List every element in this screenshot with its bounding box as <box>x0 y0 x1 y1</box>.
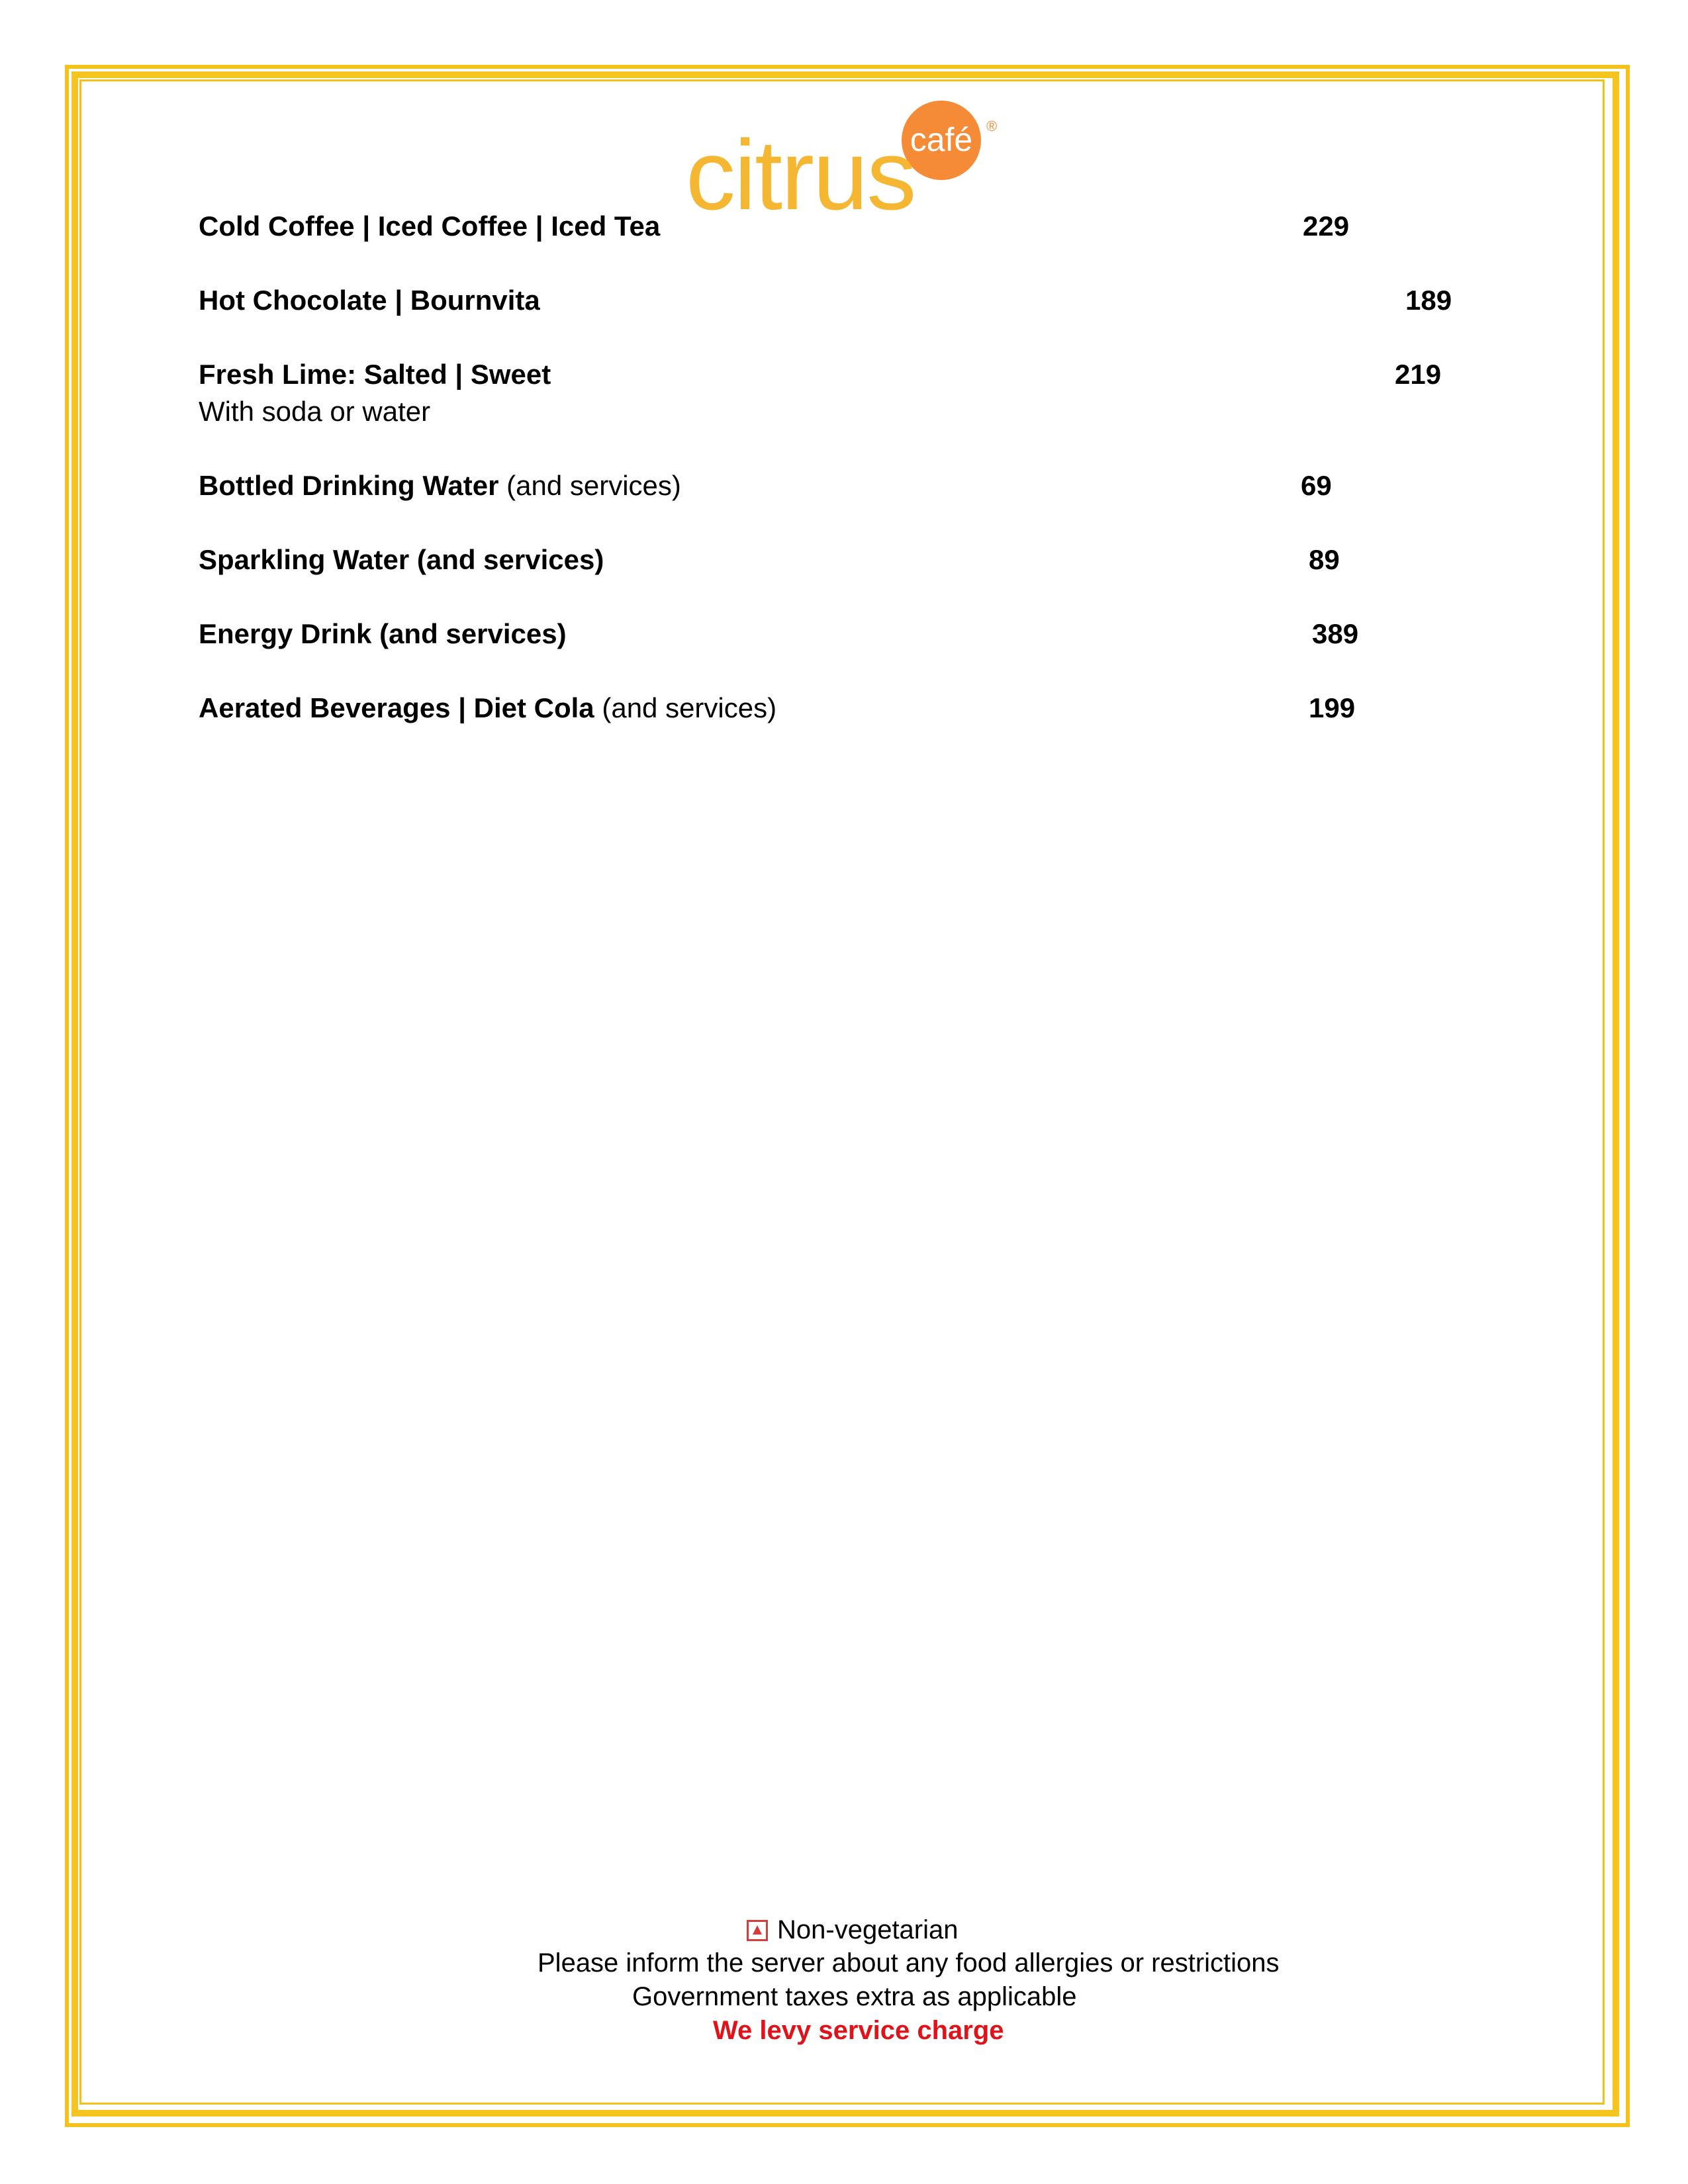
menu-item <box>199 466 1456 506</box>
menu-item-price: 189 <box>1405 285 1452 316</box>
allergy-notice: Please inform the server about any food allergies or restrictions <box>538 1948 1280 1978</box>
menu-item-price: 199 <box>1309 692 1356 723</box>
nonveg-legend <box>747 1913 959 1947</box>
menu-item-name: Hot Chocolate | Bournvita <box>199 285 540 316</box>
menu-item-price: 219 <box>1395 359 1442 390</box>
menu-item-description: With soda or water <box>199 396 431 427</box>
non-veg-symbol-icon <box>747 1920 768 1941</box>
menu-item <box>199 355 1456 427</box>
menu-item-name: Sparkling Water (and services) <box>199 544 604 575</box>
menu-item-note: (and services) <box>602 692 777 723</box>
menu-item-price: 89 <box>1309 544 1340 575</box>
menu-item-name: Fresh Lime: Salted | Sweet <box>199 359 551 390</box>
menu-item <box>199 281 1456 320</box>
citrus-cafe-logo <box>682 98 1013 217</box>
nonveg-legend-label: Non-vegetarian <box>777 1915 959 1944</box>
menu-item <box>199 688 1456 728</box>
menu-item-name: Bottled Drinking Water <box>199 470 499 501</box>
menu-item-note: (and services) <box>506 470 681 501</box>
menu-item-name-line <box>199 466 681 506</box>
menu-item <box>199 540 1456 580</box>
logo-registered-mark: ® <box>986 118 998 134</box>
service-charge-notice: We levy service charge <box>713 2016 1004 2045</box>
menu-item <box>199 206 1456 246</box>
menu-item-price: 69 <box>1301 470 1332 501</box>
tax-notice: Government taxes extra as applicable <box>632 1982 1077 2011</box>
menu-item-price: 229 <box>1303 210 1350 242</box>
menu-item-price: 389 <box>1312 618 1359 649</box>
menu-item-name: Cold Coffee | Iced Coffee | Iced Tea <box>199 210 661 242</box>
logo-badge-text: café <box>910 121 973 158</box>
logo-wordmark: citrus <box>686 119 915 217</box>
menu-item <box>199 614 1456 654</box>
menu-item-name-line <box>199 688 776 728</box>
menu-item-name: Energy Drink (and services) <box>199 618 567 649</box>
menu-item-name: Aerated Beverages | Diet Cola <box>199 692 594 723</box>
